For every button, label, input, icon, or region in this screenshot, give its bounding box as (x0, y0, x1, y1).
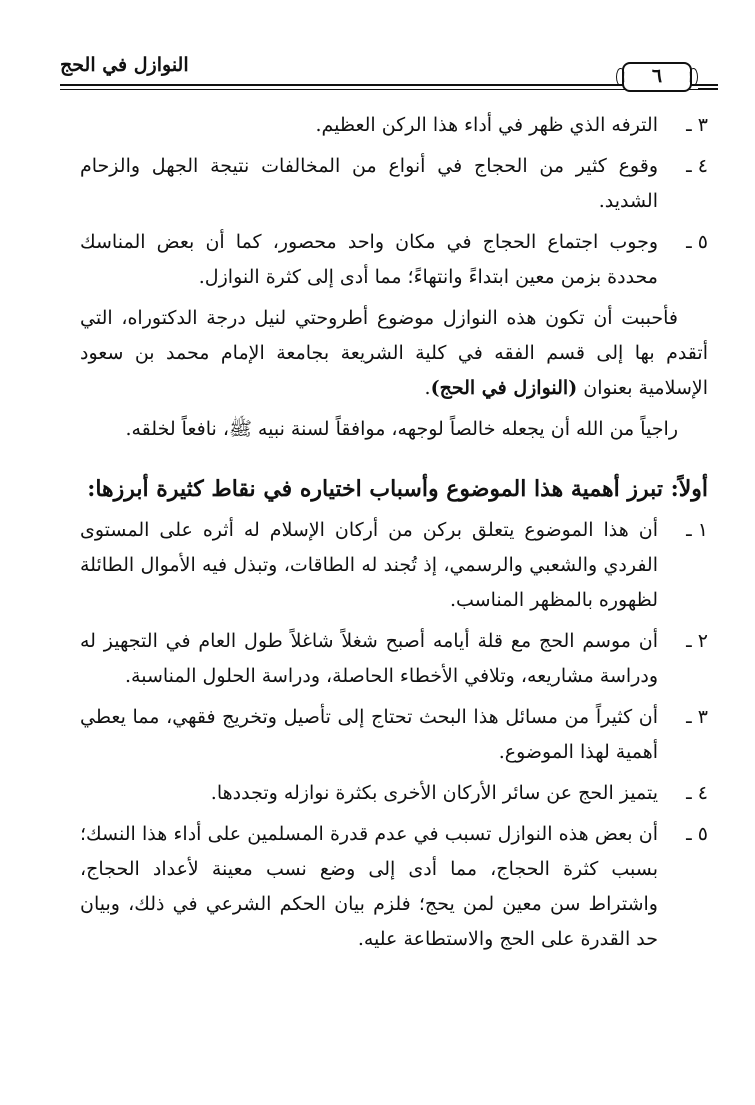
paragraph-thesis (80, 301, 708, 406)
item-text: الترفه الذي ظهر في أداء هذا الركن العظيم. (315, 114, 658, 136)
list-item (80, 149, 708, 219)
list-item (80, 108, 708, 143)
item-number: ١ ـ (686, 519, 708, 541)
item-number: ٥ ـ (686, 231, 708, 253)
list-item (80, 817, 708, 957)
page-body (80, 108, 708, 963)
item-number: ٢ ـ (686, 630, 708, 652)
list-item (80, 225, 708, 295)
item-text: وقوع كثير من الحجاج في أنواع من المخالفات نتيجة الجهل والزحام الشديد. (80, 155, 658, 212)
header-ornament (698, 82, 718, 92)
item-number: ٣ ـ (686, 706, 708, 728)
header-rule-thin (60, 89, 710, 90)
item-text: أن كثيراً من مسائل هذا البحث تحتاج إلى تأصيل وتخريج فقهي، مما يعطي أهمية لهذا الموضوع. (80, 706, 658, 763)
item-text: أن بعض هذه النوازل تسبب في عدم قدرة المسلمين على أداء هذا النسك؛ بسبب كثرة الحجاج، مما أدى إلى وضع نسب معينة لأعداد الحجاج، واشتراط سن معين لمن يحج؛ فلزم بيان الحكم الشرعي في ذلك، وبيان حد القدرة على الحج والاستطاعة عليه. (80, 823, 658, 950)
list-item (80, 776, 708, 811)
running-title: النوازل في الحج (60, 54, 195, 76)
list-item (80, 513, 708, 618)
section-heading: أولاً: تبرز أهمية هذا الموضوع وأسباب اختياره في نقاط كثيرة أبرزها: (87, 476, 708, 502)
item-number: ٥ ـ (686, 823, 708, 845)
header-rule-thick (60, 84, 710, 86)
item-text: وجوب اجتماع الحجاج في مكان واحد محصور، كما أن بعض المناسك محددة بزمن معين ابتداءً وانتهاءً؛ مما أدى إلى كثرة النوازل. (80, 231, 658, 288)
item-text: أن موسم الحج مع قلة أيامه أصبح شغلاً شاغلاً طول العام في التجهيز له ودراسة مشاريعه، وتلافي الأخطاء الحاصلة، ودراسة الحلول المناسبة. (80, 630, 658, 687)
list-item (80, 624, 708, 694)
page-header (60, 48, 710, 98)
page-number: ٦ (622, 62, 692, 92)
item-number: ٤ ـ (686, 782, 708, 804)
item-number: ٣ ـ (686, 114, 708, 136)
item-text: يتميز الحج عن سائر الأركان الأخرى بكثرة نوازله وتجددها. (210, 782, 658, 804)
item-number: ٤ ـ (686, 155, 708, 177)
paragraph-text: فأحببت أن تكون هذه النوازل موضوع أطروحتي لنيل درجة الدكتوراه، التي أتقدم بها إلى قسم الفقه في كلية الشريعة بجامعة الإمام محمد بن سعود الإسلامية بعنوان (80, 307, 708, 399)
list-item (80, 700, 708, 770)
item-text: أن هذا الموضوع يتعلق بركن من أركان الإسلام له أثره على المستوى الفردي والشعبي والرسمي، إذ تُجند له الطاقات، وتبذل فيه الأموال الطائلة لظهوره بالمظهر المناسب. (80, 519, 658, 611)
paragraph-end: . (424, 377, 431, 399)
paragraph-prayer: راجياً من الله أن يجعله خالصاً لوجهه، موافقاً لسنة نبيه ﷺ، نافعاً لخلقه. (125, 418, 678, 440)
thesis-title: (النوازل في الحج) (430, 377, 578, 399)
